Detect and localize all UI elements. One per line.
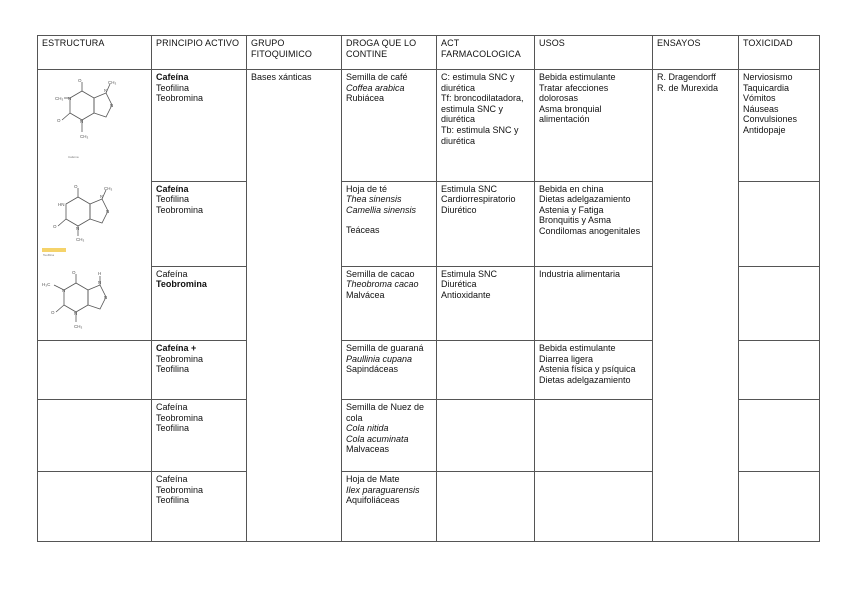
principio-text: Teobromina <box>156 412 204 423</box>
droga-text: Semilla de guaraná <box>346 343 424 353</box>
act-text: Estimula SNC <box>441 183 498 194</box>
principio-text: Teofilina <box>156 495 190 506</box>
svg-text:H: H <box>98 271 102 276</box>
usos-text: Dietas adelgazamiento <box>539 194 631 205</box>
act-text: Diurética <box>441 279 477 290</box>
ensayos-cell <box>653 70 739 542</box>
svg-text:N: N <box>110 103 114 108</box>
droga-text: Hoja de Mate <box>346 474 400 484</box>
grupo-cell <box>247 70 342 542</box>
usos-text: Bebida estimulante <box>539 343 616 353</box>
principio-text: Teofilina <box>156 364 190 375</box>
principio-cell <box>152 400 247 472</box>
ensayos-text: R. de Murexida <box>657 82 719 93</box>
svg-text:N: N <box>104 88 108 93</box>
svg-text:O: O <box>51 310 55 315</box>
svg-text:N: N <box>74 311 78 316</box>
header-estructura: ESTRUCTURA <box>38 36 152 70</box>
principio-text: Cafeína <box>156 72 189 82</box>
usos-text: Dietas adelgazamiento <box>539 374 631 385</box>
droga-species: Cola nitida <box>346 423 389 434</box>
usos-text: Astenia y Fatiga <box>539 204 604 215</box>
header-droga: DROGA QUE LO CONTINE <box>342 36 437 70</box>
svg-text:N: N <box>98 280 102 285</box>
usos-text: Condilomas anogenitales <box>539 226 641 237</box>
header-toxicidad: TOXICIDAD <box>739 36 820 70</box>
theobromine-structure <box>40 268 149 338</box>
usos-text: Astenia física y psíquica <box>539 364 636 375</box>
caffeine-structure <box>40 76 149 184</box>
svg-text:O: O <box>78 78 82 83</box>
droga-family: Malvaceas <box>346 444 390 455</box>
toxicidad-cell <box>739 70 820 182</box>
principio-text: Teofilina <box>156 194 190 205</box>
droga-cell <box>342 266 437 340</box>
droga-family: Rubiácea <box>346 93 385 104</box>
act-text: Diurético <box>441 204 477 215</box>
xanthine-bases-table <box>37 35 820 542</box>
principio-text: Cafeína <box>156 268 188 279</box>
svg-text:O: O <box>72 270 76 275</box>
table-row <box>38 70 820 182</box>
droga-cell <box>342 341 437 400</box>
usos-text: Bebida estimulante <box>539 72 616 82</box>
droga-family: Sapindáceas <box>346 364 399 375</box>
droga-text: Semilla de café <box>346 72 408 82</box>
theophylline-structure <box>40 184 149 268</box>
estructura-cell <box>38 341 152 400</box>
svg-text:O: O <box>57 118 61 123</box>
svg-text:N: N <box>106 209 110 214</box>
act-text: Antioxidante <box>441 289 491 300</box>
toxicidad-cell <box>739 181 820 266</box>
droga-cell <box>342 70 437 182</box>
svg-text:N: N <box>104 295 108 300</box>
act-cell <box>437 266 535 340</box>
svg-text:CH₃: CH₃ <box>74 324 83 329</box>
usos-cell <box>535 400 653 472</box>
act-cell <box>437 181 535 266</box>
droga-species: Paullinia cupana <box>346 353 413 364</box>
usos-cell <box>535 70 653 182</box>
principio-text: Teobromina <box>156 93 204 104</box>
estructura-cell <box>38 472 152 542</box>
principio-cell <box>152 70 247 182</box>
svg-text:CH₃: CH₃ <box>108 80 117 85</box>
principio-text: Cafeína <box>156 474 188 484</box>
droga-family: Malvácea <box>346 289 385 300</box>
droga-family: Aquifoliáceas <box>346 495 400 506</box>
droga-cell <box>342 472 437 542</box>
act-cell <box>437 341 535 400</box>
usos-cell <box>535 181 653 266</box>
caffeine-caption: Cafeína <box>68 155 79 159</box>
svg-text:CH₃: CH₃ <box>80 134 89 139</box>
toxicidad-text: Vómitos <box>743 93 776 104</box>
svg-text:N: N <box>80 119 84 124</box>
header-usos: USOS <box>535 36 653 70</box>
toxicidad-cell <box>739 341 820 400</box>
svg-text:N: N <box>100 194 104 199</box>
principio-text: Teobromina <box>156 204 204 215</box>
principio-cell <box>152 341 247 400</box>
act-text: Cardiorrespiratorio <box>441 194 516 205</box>
usos-cell <box>535 341 653 400</box>
svg-text:HN: HN <box>58 202 65 207</box>
toxicidad-text: Convulsiones <box>743 114 798 125</box>
principio-cell <box>152 181 247 266</box>
estructura-cell <box>38 400 152 472</box>
principio-text: Teobromina <box>156 484 204 495</box>
usos-text: Asma bronquial <box>539 103 602 114</box>
toxicidad-text: Náuseas <box>743 103 779 114</box>
droga-cell <box>342 400 437 472</box>
usos-cell <box>535 266 653 340</box>
principio-text: Cafeína <box>156 183 189 194</box>
usos-text: alimentación <box>539 114 590 125</box>
droga-text: Semilla de cacao <box>346 268 415 279</box>
toxicidad-text: Taquicardia <box>743 82 790 93</box>
principio-text: Teofilina <box>156 423 190 434</box>
act-text: C: estimula SNC y diurética <box>441 72 515 93</box>
toxicidad-cell <box>739 266 820 340</box>
droga-species: Thea sinensis <box>346 194 402 205</box>
droga-family: Teáceas <box>346 225 380 236</box>
svg-text:N: N <box>68 96 72 101</box>
principio-text: Cafeína + <box>156 343 197 353</box>
svg-text:O: O <box>74 184 78 189</box>
toxicidad-cell <box>739 472 820 542</box>
usos-cell <box>535 472 653 542</box>
toxicidad-text: Nerviosismo <box>743 72 793 82</box>
principio-text: Cafeína <box>156 402 188 412</box>
act-text: Estimula SNC <box>441 268 498 279</box>
usos-text: Industria alimentaria <box>539 268 621 279</box>
svg-text:CH₃: CH₃ <box>104 186 113 191</box>
droga-text: Semilla de Nuez de cola <box>346 402 425 423</box>
droga-cell <box>342 181 437 266</box>
svg-text:CH₃: CH₃ <box>76 237 85 242</box>
header-row <box>38 36 820 70</box>
header-ensayos: ENSAYOS <box>653 36 739 70</box>
droga-species: Theobroma cacao <box>346 279 419 290</box>
ensayos-text: R. Dragendorff <box>657 72 716 82</box>
svg-text:H₃C: H₃C <box>42 282 51 287</box>
droga-species: Coffea arabica <box>346 82 405 93</box>
header-act-farmacologica: ACT FARMACOLOGICA <box>437 36 535 70</box>
droga-species: Camellia sinensis <box>346 204 417 215</box>
act-cell <box>437 70 535 182</box>
toxicidad-text: Antidopaje <box>743 124 786 135</box>
estructura-cell <box>38 70 152 341</box>
act-text: Tf: broncodilatadora, estimula SNC y diurética <box>441 93 524 125</box>
principio-cell <box>152 266 247 340</box>
header-principio-activo: PRINCIPIO ACTIVO <box>152 36 247 70</box>
header-grupo-fitoquimico: GRUPO FITOQUIMICO <box>247 36 342 70</box>
act-cell <box>437 400 535 472</box>
act-cell <box>437 472 535 542</box>
usos-text: Bronquitis y Asma <box>539 215 612 226</box>
theophylline-caption: Teofilina <box>43 253 55 257</box>
grupo-text: Bases xánticas <box>251 72 312 82</box>
principio-cell <box>152 472 247 542</box>
usos-text: Diarrea ligera <box>539 353 594 364</box>
svg-text:CH₃: CH₃ <box>55 96 64 101</box>
svg-text:N: N <box>62 288 66 293</box>
svg-text:O: O <box>53 224 57 229</box>
usos-text: Bebida en china <box>539 183 604 194</box>
principio-text: Teofilina <box>156 82 190 93</box>
principio-text: Teobromina <box>156 353 204 364</box>
droga-text: Hoja de té <box>346 183 388 194</box>
droga-species: Ilex paraguarensis <box>346 484 420 495</box>
svg-text:N: N <box>76 226 80 231</box>
droga-species: Cola acuminata <box>346 433 409 444</box>
toxicidad-cell <box>739 400 820 472</box>
principio-text: Teobromina <box>156 279 207 290</box>
act-text: Tb: estimula SNC y diurética <box>441 124 519 146</box>
usos-text: Tratar afecciones dolorosas <box>539 82 609 104</box>
